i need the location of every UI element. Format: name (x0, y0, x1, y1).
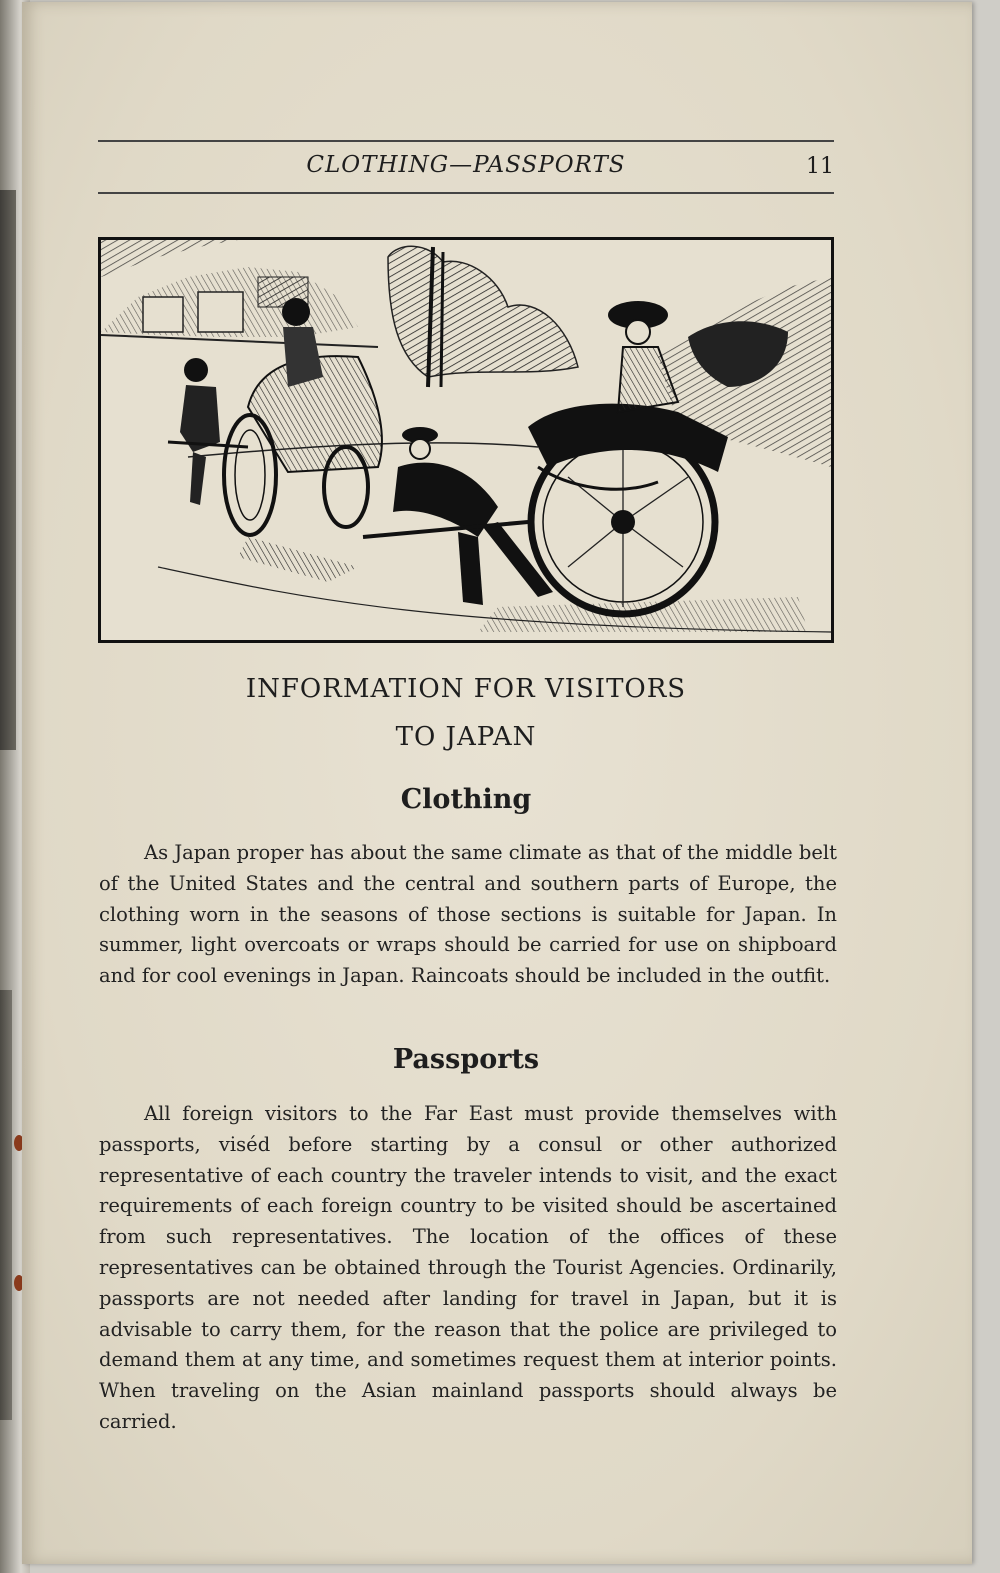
header-rule-top (98, 140, 834, 142)
header-rule-bottom (98, 192, 834, 194)
main-heading-line-2: TO JAPAN (395, 722, 537, 752)
clothing-heading: Clothing (400, 784, 532, 815)
clothing-paragraph: As Japan proper has about the same climate as that of the middle belt of the United States and the central and southern parts of Europe, the clothing worn in the seasons of those sections is suitable for Japan. In summer, light overcoats or wraps should be carried for use on shipboard and for cool evenings in Japan. Raincoats should be included in the outfit. (99, 841, 837, 988)
rickshaw-illustration (98, 237, 834, 643)
running-header (98, 150, 834, 186)
passports-heading: Passports (392, 1044, 540, 1075)
main-heading-line-1: INFORMATION FOR VISITORS (245, 674, 687, 704)
facing-page-photo-edge (0, 190, 16, 750)
running-title: CLOTHING—PASSPORTS (306, 152, 626, 178)
page-number: 11 (806, 154, 834, 179)
facing-page-photo-edge-lower (0, 990, 12, 1420)
passports-paragraph: All foreign visitors to the Far East must provide themselves with passports, viséd before starting by a consul or other authorized representative of each country the traveler intends to visit, and the exact requirements of each foreign country to be visited should be ascertained from such representatives. The location of the offices of these representatives can be obtained through the Tourist Agencies. Ordinarily, passports are not needed after landing for travel in Japan, but it is advisable to carry them, for the reason that the police are privileged to demand them at any time, and sometimes request them at interior points. When traveling on the Asian mainland passports should always be carried. (99, 1102, 837, 1433)
